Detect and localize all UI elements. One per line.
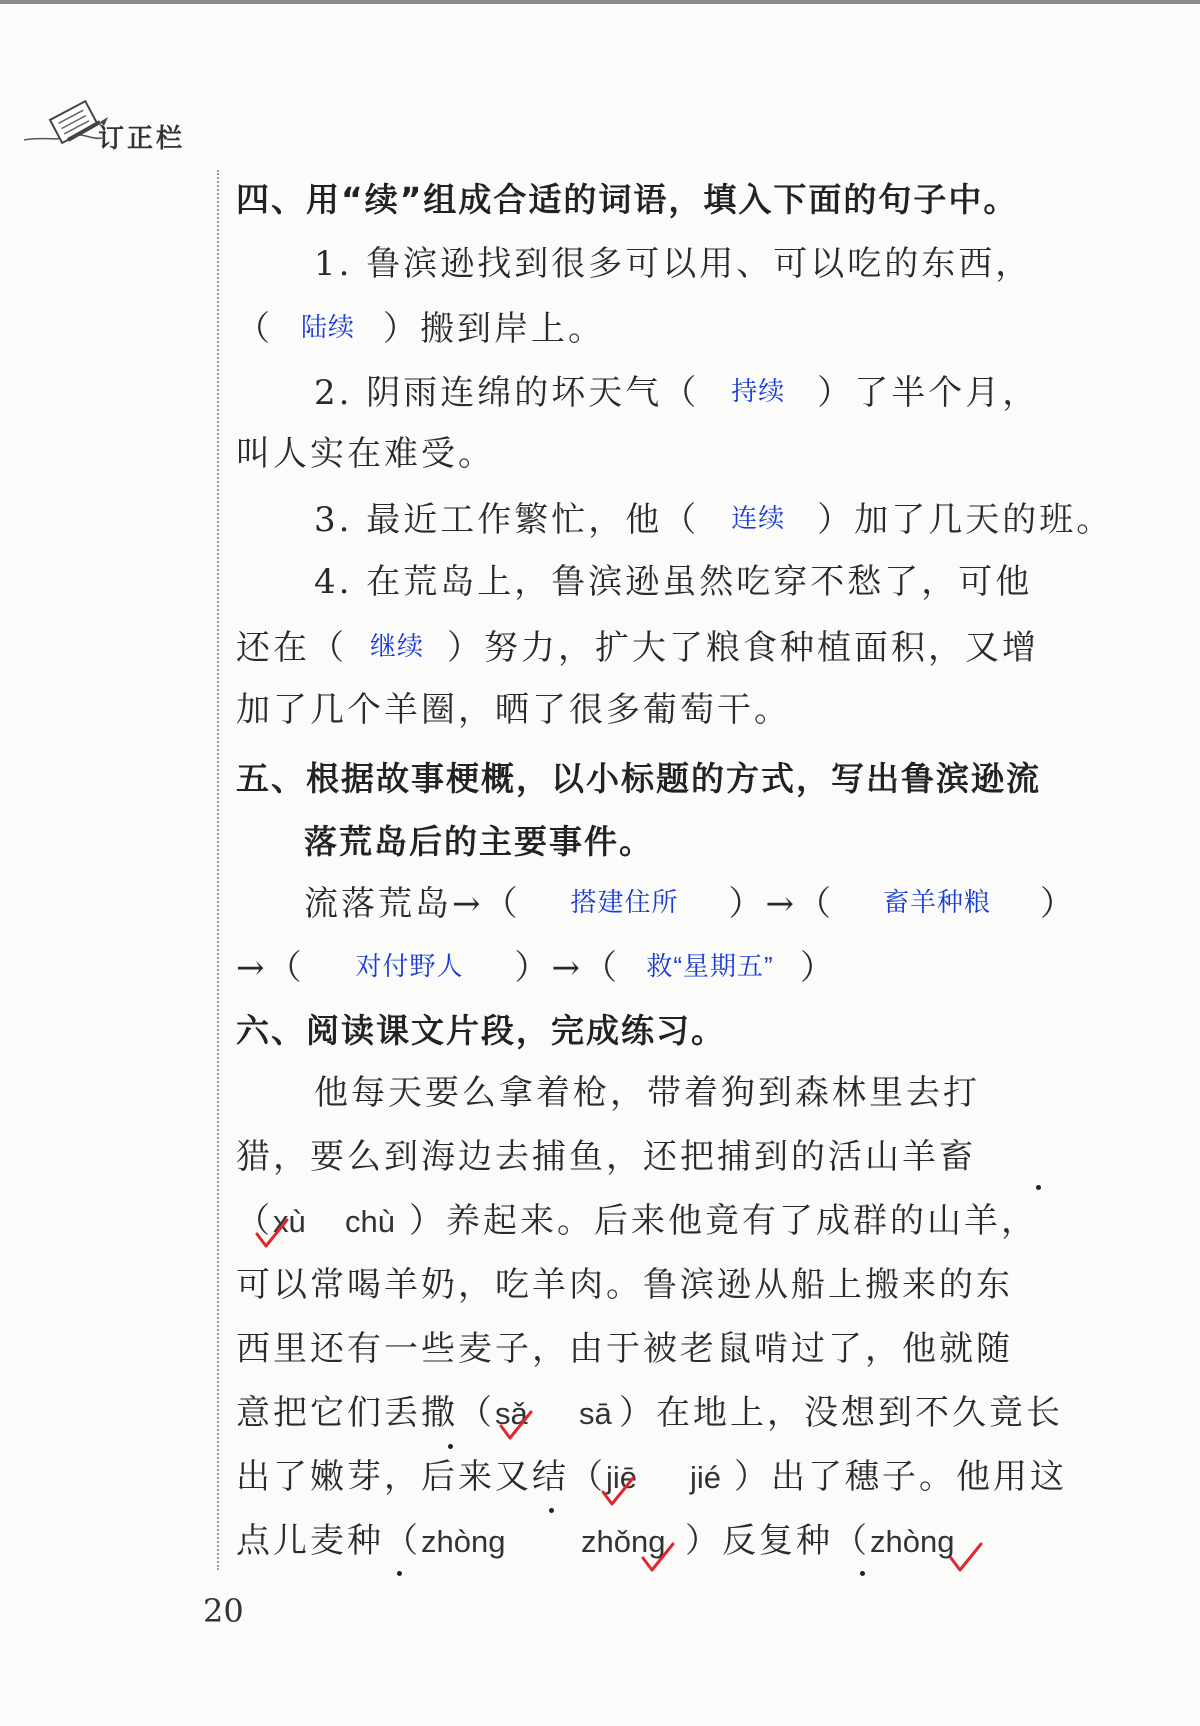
answer-q3[interactable]: 连续 xyxy=(731,503,786,533)
emphasis-dot xyxy=(1036,1185,1041,1190)
paren-open: （ xyxy=(236,309,273,349)
section5-heading-line1: 五、根据故事梗概，以小标题的方式，写出鲁滨逊流 xyxy=(236,759,1041,798)
pinyin-option-sa1[interactable]: sā xyxy=(579,1396,612,1431)
q4-pre: 还在（ xyxy=(236,628,347,668)
passage-line7 xyxy=(236,1455,1067,1500)
emphasis-dot xyxy=(860,1571,865,1576)
check-mark-icon xyxy=(640,1540,676,1576)
check-mark-icon xyxy=(254,1216,290,1252)
pinyin-option-zhong3[interactable]: zhǒng xyxy=(581,1524,666,1559)
passage-line5: 西里还有一些麦子，由于被老鼠啃过了，他就随 xyxy=(236,1329,1013,1369)
section5-heading-line2: 落荒岛后的主要事件。 xyxy=(304,822,654,861)
q1-line2 xyxy=(236,305,605,351)
emphasis-dot xyxy=(397,1571,402,1576)
paren-open: （ xyxy=(236,1201,273,1241)
pinyin-option-zhong4[interactable]: zhòng xyxy=(421,1524,506,1559)
q4-line2 xyxy=(236,624,1039,670)
passage-line8-mid: ）反复种（ xyxy=(685,1521,870,1561)
passage-line3-post: ）养起来。后来他竟有了成群的山羊， xyxy=(409,1201,1038,1241)
pinyin-option-jie2[interactable]: jié xyxy=(690,1460,722,1495)
paren-close: ） xyxy=(800,948,837,988)
emphasis-dot xyxy=(549,1508,554,1513)
q2-line1 xyxy=(314,369,1039,415)
arrow-close: ） xyxy=(728,884,766,924)
check-mark-icon xyxy=(498,1408,534,1444)
answer-event-4[interactable]: 救“星期五” xyxy=(646,951,774,981)
q2-pre: 2. 阴雨连绵的坏天气（ xyxy=(314,373,700,413)
passage-line7-post: ）出了穗子。他用这 xyxy=(734,1457,1067,1497)
margin-divider xyxy=(217,170,219,1570)
passage-line7-pre: 出了嫩芽，后来又结（ xyxy=(236,1457,606,1497)
pinyin-option-chu[interactable]: chù xyxy=(345,1204,395,1239)
passage-line6-pre: 意把它们丢撒（ xyxy=(236,1393,495,1433)
arrow-open: →（ xyxy=(452,884,521,924)
passage-line6 xyxy=(236,1391,1063,1436)
answer-q1[interactable]: 陆续 xyxy=(300,312,355,342)
pinyin-option-xu[interactable]: xù xyxy=(273,1204,306,1239)
paren-close: ） xyxy=(1040,884,1077,924)
arrow-close: ） xyxy=(514,948,552,988)
pinyin-option-zhong4-b[interactable]: zhòng xyxy=(870,1524,955,1559)
passage-line6-post: ）在地上，没想到不久竟长 xyxy=(619,1393,1063,1433)
passage-line1: 他每天要么拿着枪，带着狗到森林里去打 xyxy=(314,1073,980,1113)
emphasis-dot xyxy=(448,1444,453,1449)
pinyin-option-sa3[interactable]: sǎ xyxy=(495,1396,528,1431)
q4-line3: 加了几个羊圈，晒了很多葡萄干。 xyxy=(236,690,791,730)
arrow-open: →（ xyxy=(236,948,305,988)
q3-line xyxy=(314,496,1113,542)
check-mark-icon xyxy=(600,1474,636,1510)
passage-line8-pre: 点儿麦种（ xyxy=(236,1521,421,1561)
q1-post: ）搬到岸上。 xyxy=(383,309,605,349)
q1-line1: 1. 鲁滨逊找到很多可以用、可以吃的东西， xyxy=(314,244,1033,284)
answer-event-1[interactable]: 搭建住所 xyxy=(570,887,679,917)
section4-heading: 四、用“续”组成合适的词语，填入下面的句子中。 xyxy=(236,180,1019,219)
q4-line1: 4. 在荒岛上，鲁滨逊虽然吃穿不愁了，可他 xyxy=(314,562,1033,602)
page-top-edge xyxy=(0,0,1200,4)
section6-heading: 六、阅读课文片段，完成练习。 xyxy=(236,1011,726,1050)
event-chain-line2 xyxy=(236,944,837,990)
event-chain-line1 xyxy=(304,880,1077,926)
passage-line3 xyxy=(236,1199,1038,1244)
page-number: 20 xyxy=(203,1592,244,1630)
q2-line2: 叫人实在难受。 xyxy=(236,434,495,474)
answer-q4[interactable]: 继续 xyxy=(369,631,424,661)
pinyin-option-jie1[interactable]: jiē xyxy=(606,1460,638,1495)
arrow-open: →（ xyxy=(765,884,834,924)
q4-post: ）努力，扩大了粮食种植面积，又增 xyxy=(447,628,1039,668)
answer-q2[interactable]: 持续 xyxy=(731,376,786,406)
passage-line2: 猎，要么到海边去捕鱼，还把捕到的活山羊畜 xyxy=(236,1137,976,1177)
passage-line8 xyxy=(236,1519,954,1564)
event-start: 流落荒岛 xyxy=(304,884,452,924)
answer-event-3[interactable]: 对付野人 xyxy=(355,951,464,981)
passage-line4: 可以常喝羊奶，吃羊肉。鲁滨逊从船上搬来的东 xyxy=(236,1265,1013,1305)
q3-pre: 3. 最近工作繁忙，他（ xyxy=(314,500,700,540)
arrow-open: →（ xyxy=(551,948,620,988)
correction-column-title: 订正栏 xyxy=(98,124,186,154)
check-mark-icon xyxy=(948,1540,984,1576)
q3-post: ）加了几天的班。 xyxy=(817,500,1114,540)
answer-event-2[interactable]: 畜羊种粮 xyxy=(882,887,991,917)
q2-post: ）了半个月， xyxy=(817,373,1040,413)
